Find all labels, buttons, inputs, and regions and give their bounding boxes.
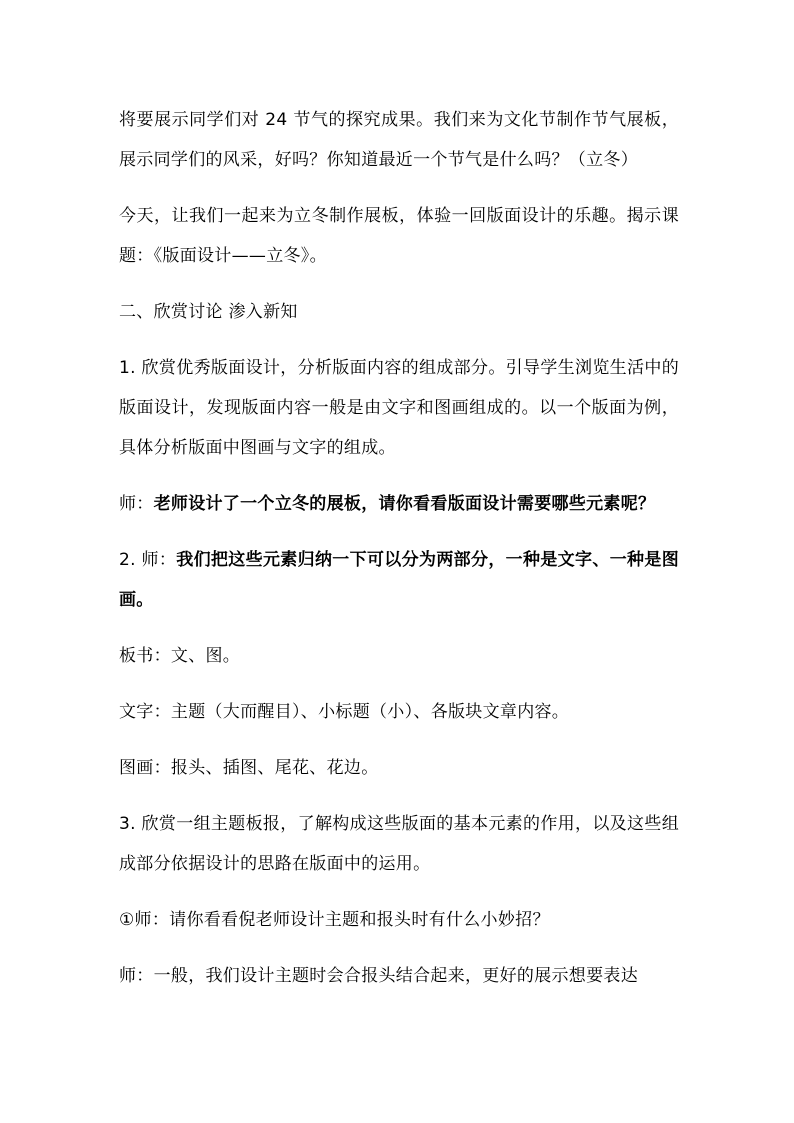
step-2-prefix: 2. 师： [119, 550, 177, 570]
paragraph-topic-reveal [119, 196, 679, 276]
paragraph-teacher-tip-question [119, 900, 679, 940]
paragraph-board-writing [119, 636, 679, 676]
paragraph-teacher-question [119, 484, 679, 524]
paragraph-step-1 [119, 348, 679, 468]
teacher-explanation-text: 师：一般，我们设计主题时会合报头结合起来，更好的展示想要表达 [119, 966, 638, 986]
step-3-text: 3. 欣赏一组主题板报，了解构成这些版面的基本元素的作用，以及这些组成部分依据设计的思路在版面中的运用。 [119, 814, 679, 874]
paragraph-step-1-text: 1. 欣赏优秀版面设计，分析版面内容的组成部分。引导学生浏览生活中的版面设计，发现版面内容一般是由文字和图画组成的。以一个版面为例，具体分析版面中图画与文字的组成。 [119, 358, 679, 458]
paragraph-intro [119, 100, 679, 180]
paragraph-step-3 [119, 804, 679, 884]
paragraph-gap [119, 276, 679, 292]
section-heading [119, 292, 679, 332]
paragraph-gap [119, 732, 679, 748]
paragraph-text-elements [119, 692, 679, 732]
paragraph-gap [119, 884, 679, 900]
teacher-tip-question-text: ①师：请你看看倪老师设计主题和报头时有什么小妙招？ [119, 910, 550, 930]
paragraph-gap [119, 620, 679, 636]
paragraph-image-elements [119, 748, 679, 788]
paragraph-intro-text: 将要展示同学们对 24 节气的探究成果。我们来为文化节制作节气展板，展示同学们的风采，好吗？你知道最近一个节气是什么吗？（立冬） [119, 110, 679, 170]
teacher-question-text: 老师设计了一个立冬的展板，请你看看版面设计需要哪些元素呢？ [153, 494, 656, 514]
paragraph-teacher-explanation [119, 956, 679, 996]
step-2-text: 我们把这些元素归纳一下可以分为两部分，一种是文字、一种是图画。 [119, 550, 680, 610]
image-elements-text: 图画：报头、插图、尾花、花边。 [119, 758, 379, 778]
paragraph-gap [119, 788, 679, 804]
paragraph-topic-reveal-text: 今天，让我们一起来为立冬制作展板，体验一回版面设计的乐趣。揭示课题：《版面设计——立冬》。 [119, 206, 679, 266]
paragraph-gap [119, 180, 679, 196]
paragraph-gap [119, 940, 679, 956]
teacher-question-prefix: 师： [119, 494, 154, 514]
paragraph-gap [119, 676, 679, 692]
paragraph-gap [119, 332, 679, 348]
document-body [119, 100, 679, 996]
paragraph-step-2 [119, 540, 679, 620]
section-heading-text: 二、欣赏讨论 渗入新知 [119, 302, 298, 322]
paragraph-gap [119, 524, 679, 540]
board-writing-text: 板书：文、图。 [119, 646, 241, 666]
paragraph-gap [119, 468, 679, 484]
text-elements-text: 文字：主题（大而醒目）、小标题（小）、各版块文章内容。 [119, 702, 570, 722]
